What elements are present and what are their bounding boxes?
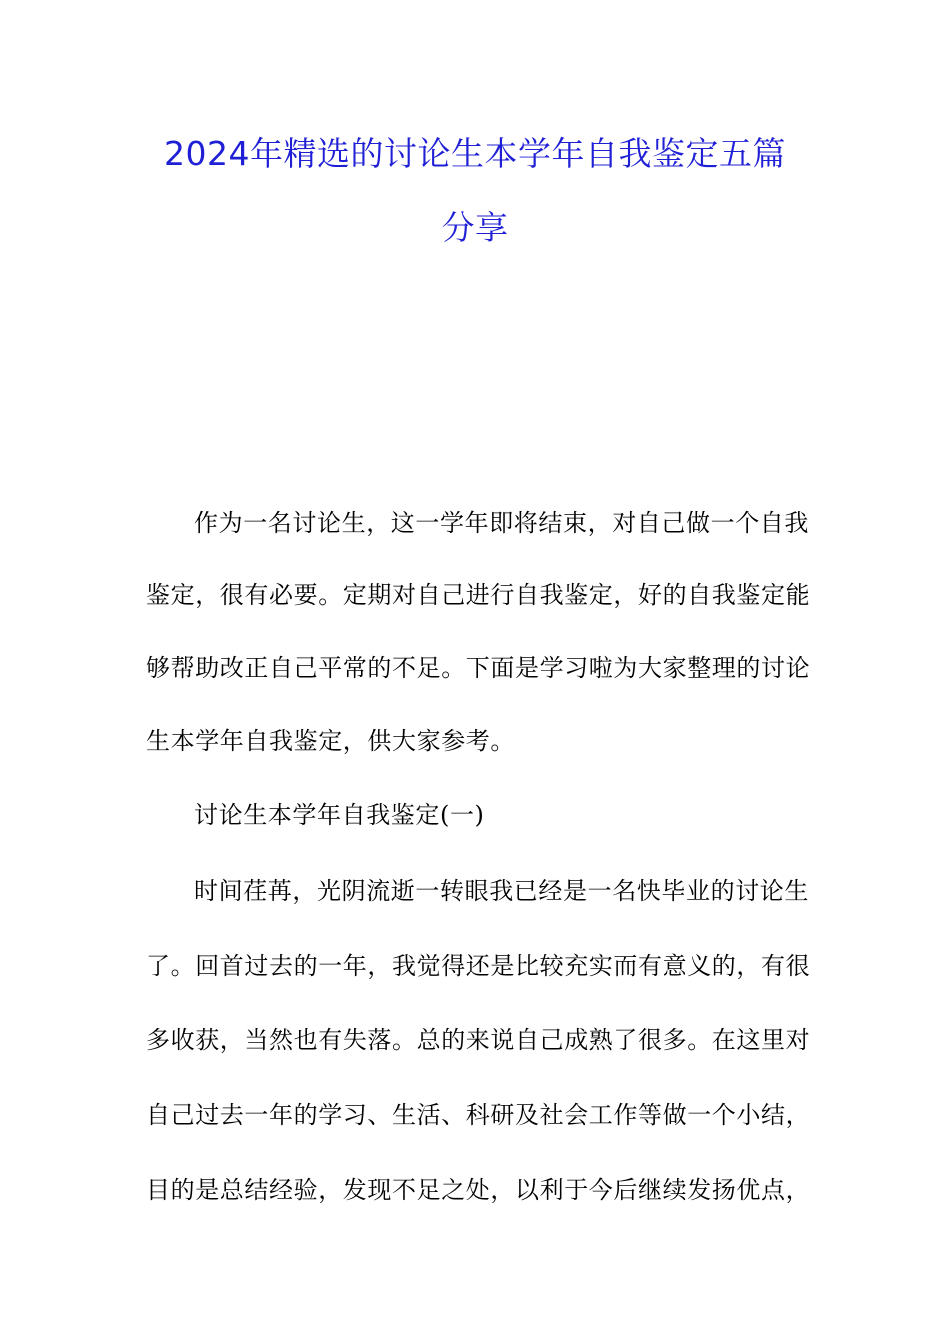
paragraph-2-line-5: 目的是总结经验，发现不足之处，以利于今后继续发扬优点， xyxy=(146,1176,811,1204)
paragraph-2-line-1: 时间荏苒，光阴流逝一转眼我已经是一名快毕业的讨论生 xyxy=(194,877,809,905)
paragraph-2-line-2: 了。回首过去的一年，我觉得还是比较充实而有意义的，有很 xyxy=(146,952,811,980)
paragraph-1-line-2: 鉴定，很有必要。定期对自己进行自我鉴定，好的自我鉴定能 xyxy=(146,581,811,609)
section-heading-1: 讨论生本学年自我鉴定(一) xyxy=(194,801,485,829)
paragraph-2-line-3: 多收获，当然也有失落。总的来说自己成熟了很多。在这里对 xyxy=(146,1026,811,1054)
document-title-line-1: 2024年精选的讨论生本学年自我鉴定五篇 xyxy=(164,134,786,173)
paragraph-1-line-3: 够帮助改正自己平常的不足。下面是学习啦为大家整理的讨论 xyxy=(146,654,811,682)
paragraph-1-line-1: 作为一名讨论生，这一学年即将结束，对自己做一个自我 xyxy=(194,509,809,537)
document-title-line-2: 分享 xyxy=(441,208,509,247)
paragraph-1-line-4: 生本学年自我鉴定，供大家参考。 xyxy=(146,727,515,755)
paragraph-2-line-4: 自己过去一年的学习、生活、科研及社会工作等做一个小结， xyxy=(146,1101,811,1129)
